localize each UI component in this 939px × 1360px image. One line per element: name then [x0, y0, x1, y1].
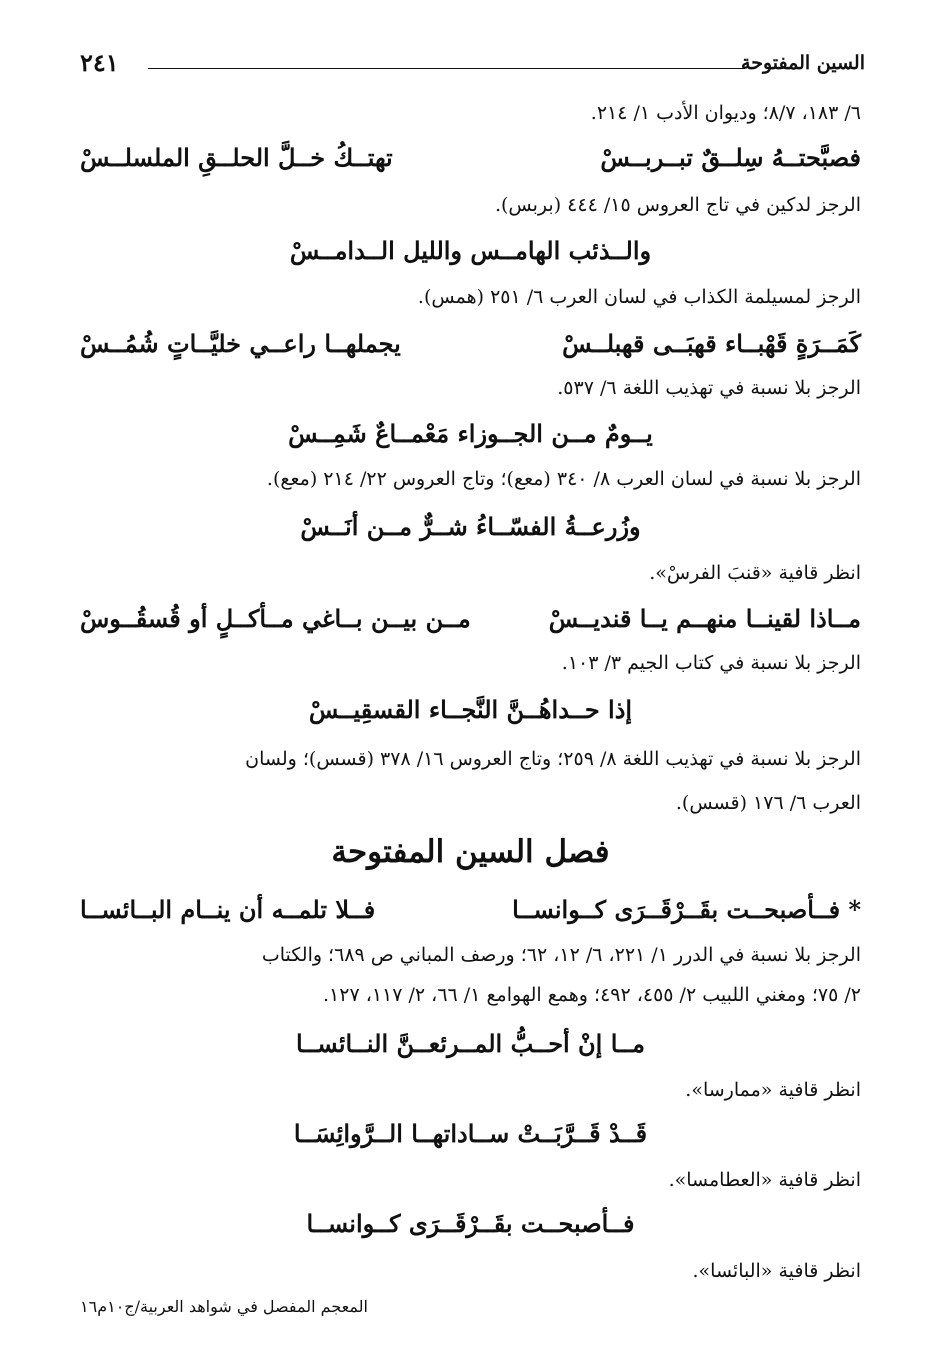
verse-line: مــا إنْ أحــبُّ المــرئعــنَّ النــائســا: [296, 1029, 645, 1058]
note-line: انظر قافية «قنبَ الفرسْ».: [649, 562, 861, 584]
page-header: [80, 44, 865, 84]
running-title: السين المفتوحة: [741, 52, 865, 74]
verse-line: وزُرعــةُ الفسّــاءُ شــرٌّ مــن أنَــسْ: [300, 512, 641, 541]
verse-line: إذا حــداهُــنَّ النَّجــاء القسقِيــسْ: [308, 695, 633, 724]
note-line: انظر قافية «البائسا».: [692, 1260, 861, 1282]
note-line: العرب ٦/ ١٧٦ (قسس).: [675, 792, 861, 814]
verse-line: يــومٌ مــن الجــوزاء مَعْمــاعٌ شَمِــسْ: [288, 419, 653, 448]
verse-second-hemistich: فــلا تلمــه أن ينــام البــائســا: [80, 895, 376, 924]
header-rule: [148, 68, 745, 69]
note-line: الرجز بلا نسبة في تهذيب اللغة ٦/ ٥٣٧.: [557, 377, 861, 399]
verse-couplet: [80, 604, 861, 638]
verse-first-hemistich: كَمَــرَةٍ قَهْبــاء قهبَــى قهبلــسْ: [562, 329, 861, 358]
note-line: الرجز بلا نسبة في لسان العرب ٨/ ٣٤٠ (معع)؛ وتاج العروس ٢٢/ ٢١٤ (معع).: [266, 468, 861, 490]
verse-second-hemistich: يجملهــا راعــي خليَّــاتٍ شُمُــسْ: [80, 329, 401, 358]
verse-first-hemistich: * فــأصبحــت بقَــرْقَــرَى كــوانســا: [512, 895, 861, 924]
section-title: فصل السين المفتوحة: [331, 834, 610, 870]
note-line: الرجز لمسيلمة الكذاب في لسان العرب ٦/ ٢٥١ (همس).: [417, 286, 861, 308]
verse-second-hemistich: مــن بيــن بــاغي مــأكــلٍ أو قُسقُــوسْ: [80, 604, 471, 633]
note-line: الرجز بلا نسبة في تهذيب اللغة ٨/ ٢٥٩؛ وتاج العروس ١٦/ ٣٧٨ (قسس)؛ ولسان: [245, 748, 861, 770]
verse-line: والــذئب الهامــس والليل الــدامــسْ: [289, 236, 652, 265]
note-line: الرجز بلا نسبة في كتاب الجيم ٣/ ١٠٣.: [561, 652, 861, 674]
verse-couplet: [80, 329, 861, 363]
note-line: الرجز بلا نسبة في الدرر ١/ ٢٢١، ٦/ ١٢، ٦٢؛ ورصف المباني ص ٦٨٩؛ والكتاب: [261, 944, 861, 966]
verse-line: فــأصبحــت بقَــرْقَــرَى كــوانســا: [306, 1209, 635, 1238]
note-line: انظر قافية «العطامسا».: [668, 1169, 861, 1191]
verse-couplet: [80, 143, 861, 177]
note-line: ٢/ ٧٥؛ ومغني اللبيب ٢/ ٤٥٥، ٤٩٢؛ وهمع الهوامع ١/ ٦٦، ٢/ ١١٧، ١٢٧.: [323, 984, 861, 1006]
verse-first-hemistich: مــاذا لقينــا منهــم يــا قنديــسْ: [548, 604, 861, 633]
verse-line: قَــدْ قَــرَّبَــتْ ســاداتهــا الــرَّوائِسَــا: [293, 1119, 648, 1148]
verse-second-hemistich: تهتــكُ خــلَّ الحلــقِ الملسلــسْ: [80, 143, 393, 172]
note-line: الرجز لدكين في تاج العروس ١٥/ ٤٤٤ (بربس).: [494, 194, 861, 216]
page-number: ٢٤١: [80, 48, 119, 77]
page-footer: المعجم المفصل في شواهد العربية/ج١٠م١٦: [80, 1297, 368, 1316]
note-line: ٦/ ١٨٣، ٨/٧؛ وديوان الأدب ١/ ٢١٤.: [590, 102, 861, 124]
verse-first-hemistich: فصبَّحتــهُ سِلــقٌ تبــربــسْ: [600, 143, 861, 172]
note-line: انظر قافية «ممارسا».: [685, 1079, 861, 1101]
verse-couplet: [80, 895, 861, 929]
